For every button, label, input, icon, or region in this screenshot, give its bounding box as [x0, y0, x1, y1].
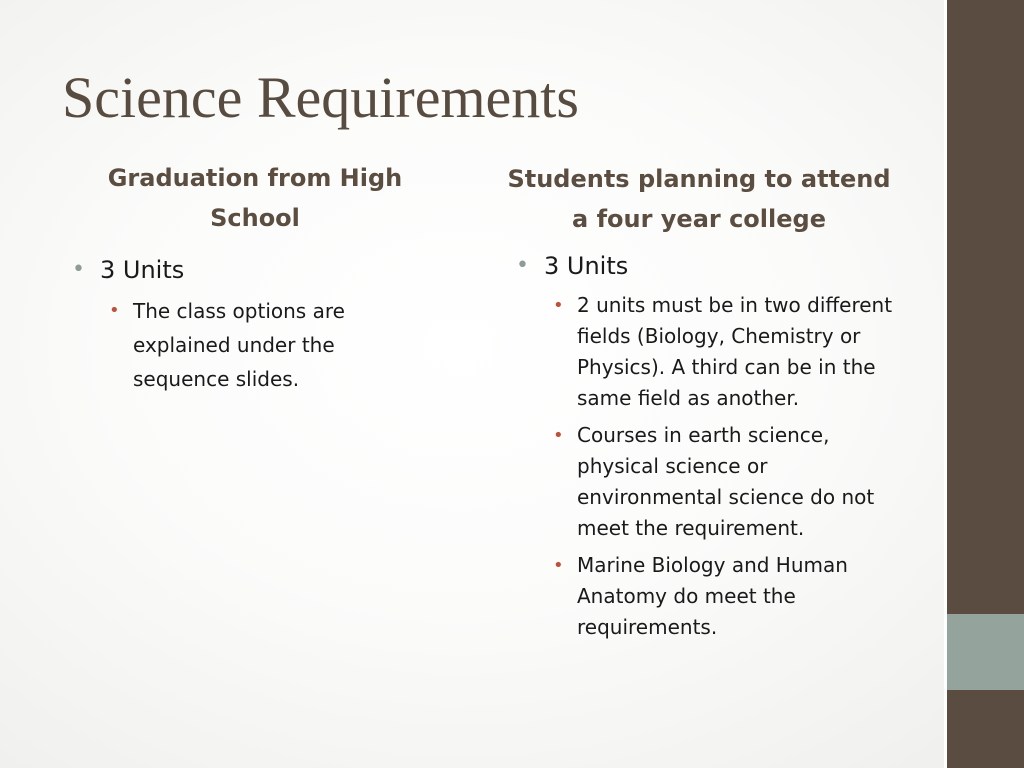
- level2-bullet-item: [72, 294, 412, 396]
- bullet-dot-icon: •: [72, 257, 85, 282]
- sub-bullet-list: [72, 294, 412, 396]
- bullet-dot-icon: •: [109, 300, 120, 321]
- level2-bullet-text: 2 units must be in two different fields (Biology, Chemistry or Physics). A third can be in the same field as another.: [577, 293, 893, 410]
- sub-bullet-list: [516, 290, 900, 643]
- bullet-dot-icon: •: [516, 253, 529, 278]
- slide-title: Science Requirements: [62, 65, 579, 130]
- level2-bullet-text: Courses in earth science, physical science or environmental science do not meet the requirement.: [577, 423, 875, 540]
- bullet-dot-icon: •: [553, 555, 564, 576]
- level2-bullet-item: [516, 550, 900, 643]
- sidebar-accent-block: [947, 614, 1024, 690]
- level1-bullet-item: [516, 248, 900, 284]
- level2-bullet-text: The class options are explained under the sequence slides.: [133, 299, 345, 391]
- level1-bullet-text: 3 Units: [544, 252, 629, 280]
- level2-bullet-text: Marine Biology and Human Anatomy do meet the requirements.: [577, 553, 848, 639]
- right-column-content: [516, 248, 900, 649]
- right-column-heading: Students planning to attend a four year college: [507, 165, 891, 233]
- level1-bullet-text: 3 Units: [100, 256, 185, 284]
- bullet-dot-icon: •: [553, 295, 564, 316]
- left-column-content: [72, 252, 412, 402]
- bullet-dot-icon: •: [553, 425, 564, 446]
- level1-bullet-item: [72, 252, 412, 288]
- level2-bullet-item: [516, 420, 900, 544]
- left-column-heading: Graduation from High School: [107, 164, 403, 232]
- level2-bullet-item: [516, 290, 900, 414]
